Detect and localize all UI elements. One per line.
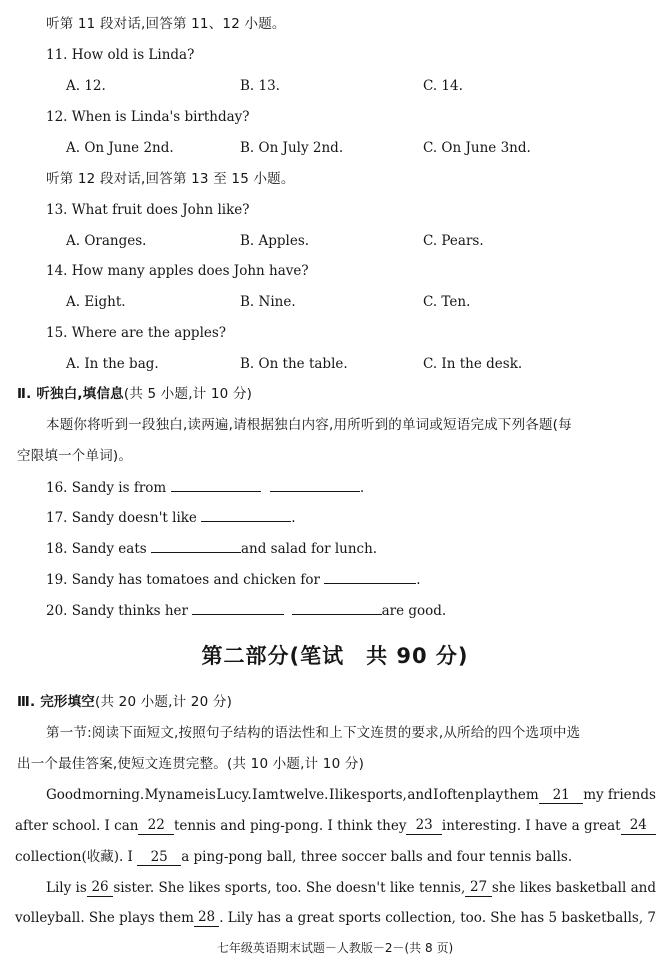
section-3-heading — [17, 693, 232, 711]
q11-option-a[interactable]: A. 12. — [66, 78, 106, 94]
q20-blank-1[interactable] — [192, 601, 284, 615]
question-15: 15. Where are the apples? — [46, 325, 227, 341]
q16-blank-1[interactable] — [171, 478, 261, 492]
passage-line-2 — [15, 817, 656, 835]
q16-period: . — [359, 480, 365, 496]
passage-word: I — [328, 787, 335, 803]
cloze-blank-26[interactable]: 26 — [87, 879, 114, 897]
cloze-blank-21[interactable]: 21 — [539, 787, 583, 804]
passage-line-1 — [46, 786, 656, 804]
passage-text: a ping-pong ball, three soccer balls and four tennis balls. — [181, 849, 573, 865]
passage-word: twelve. — [279, 787, 329, 803]
passage-text: interesting. I have a great — [441, 818, 621, 834]
q16-text: 16. Sandy is from — [46, 480, 167, 496]
q20-blank-2[interactable] — [292, 601, 382, 615]
q12-option-a[interactable]: A. On June 2nd. — [66, 140, 174, 156]
q15-option-a[interactable]: A. In the bag. — [66, 356, 159, 372]
section-3-title: Ⅲ. 完形填空 — [17, 694, 95, 710]
listening-intro-11: 听第 11 段对话,回答第 11、12 小题。 — [46, 16, 286, 32]
section-2-note: (共 5 小题,计 10 分) — [123, 386, 253, 402]
q15-option-c[interactable]: C. In the desk. — [423, 356, 523, 372]
cloze-blank-27[interactable]: 27 — [465, 879, 492, 897]
question-20 — [46, 601, 446, 620]
passage-word: I — [252, 787, 258, 803]
q11-option-c[interactable]: C. 14. — [423, 78, 463, 94]
passage-word: am — [257, 787, 279, 803]
passage-word: play — [474, 787, 504, 803]
q14-option-b[interactable]: B. Nine. — [240, 294, 296, 310]
q13-option-c[interactable]: C. Pears. — [423, 233, 484, 249]
passage-text: she likes basketball and — [491, 880, 656, 896]
section-3-instruction-1: 第一节:阅读下面短文,按照句子结构的语法性和上下文连贯的要求,从所给的四个选项中选 — [46, 725, 581, 741]
q20-text-end: are good. — [381, 603, 447, 619]
passage-text: volleyball. She plays them — [15, 910, 194, 926]
passage-line-3 — [15, 848, 572, 866]
q14-option-c[interactable]: C. Ten. — [423, 294, 471, 310]
q18-blank[interactable] — [151, 539, 241, 553]
question-19 — [46, 570, 421, 589]
cloze-blank-25[interactable]: 25 — [137, 849, 181, 866]
passage-word: them — [503, 787, 539, 803]
passage-word: Lucy. — [216, 787, 252, 803]
passage-word: often — [438, 787, 475, 803]
q12-option-b[interactable]: B. On July 2nd. — [240, 140, 344, 156]
passage-line-4 — [46, 879, 656, 897]
passage-word: and — [407, 787, 433, 803]
passage-word: Good — [46, 787, 82, 803]
passage-text: . Lily has a great sports collection, too. She has 5 basketballs, 7 — [219, 910, 656, 926]
q14-option-a[interactable]: A. Eight. — [66, 294, 126, 310]
q19-text: 19. Sandy has tomatoes and chicken for — [46, 572, 320, 588]
section-2-heading — [17, 385, 252, 403]
section-3-note: (共 20 小题,计 20 分) — [95, 694, 233, 710]
cloze-blank-23[interactable]: 23 — [406, 817, 441, 835]
passage-text: after school. I can — [15, 818, 139, 834]
question-13: 13. What fruit does John like? — [46, 202, 250, 218]
q17-text: 17. Sandy doesn't like — [46, 510, 197, 526]
q12-option-c[interactable]: C. On June 3nd. — [423, 140, 531, 156]
q13-option-a[interactable]: A. Oranges. — [66, 233, 147, 249]
question-17 — [46, 508, 296, 527]
q11-option-b[interactable]: B. 13. — [240, 78, 280, 94]
q18-text-end: and salad for lunch. — [241, 541, 378, 557]
q13-option-b[interactable]: B. Apples. — [240, 233, 310, 249]
section-3-instruction-2: 出一个最佳答案,使短文连贯完整。(共 10 小题,计 10 分) — [17, 756, 365, 772]
passage-text: Lily is — [46, 880, 87, 896]
passage-word: morning. — [82, 787, 145, 803]
passage-word: My — [144, 787, 167, 803]
cloze-blank-28[interactable]: 28 — [194, 909, 219, 927]
passage-word: like — [334, 787, 360, 803]
passage-text: my friends — [583, 787, 656, 803]
question-14: 14. How many apples does John have? — [46, 263, 309, 279]
q15-option-b[interactable]: B. On the table. — [240, 356, 348, 372]
q20-text: 20. Sandy thinks her — [46, 603, 188, 619]
question-12: 12. When is Linda's birthday? — [46, 109, 250, 125]
passage-text: sister. She likes sports, too. She doesn't like tennis, — [113, 880, 466, 896]
passage-word: sports, — [360, 787, 407, 803]
q18-text: 18. Sandy eats — [46, 541, 147, 557]
passage-word: I — [433, 787, 439, 803]
passage-word: is — [204, 787, 216, 803]
passage-text: tennis and ping-pong. I think they — [173, 818, 407, 834]
q19-blank[interactable] — [324, 570, 416, 584]
listening-intro-12: 听第 12 段对话,回答第 13 至 15 小题。 — [46, 171, 295, 187]
q19-period: . — [416, 572, 421, 588]
passage-text: collection(收藏). I — [15, 849, 133, 865]
cloze-blank-22[interactable]: 22 — [138, 817, 173, 835]
question-18 — [46, 539, 377, 558]
cloze-blank-24[interactable]: 24 — [621, 817, 656, 835]
section-2-title: Ⅱ. 听独白,填信息 — [17, 386, 124, 402]
part-2-title: 第二部分(笔试 共 90 分) — [201, 644, 469, 668]
q17-blank[interactable] — [201, 508, 291, 522]
passage-word: name — [166, 787, 205, 803]
page-footer: 七年级英语期末试题－人教版－2－(共 8 页) — [216, 941, 454, 955]
question-16 — [46, 478, 364, 497]
q17-period: . — [291, 510, 296, 526]
section-2-instruction-2: 空限填一个单词)。 — [17, 448, 133, 464]
q16-blank-2[interactable] — [270, 478, 360, 492]
section-2-instruction-1: 本题你将听到一段独白,读两遍,请根据独白内容,用所听到的单词或短语完成下列各题(每 — [46, 417, 572, 433]
passage-line-5 — [15, 909, 656, 927]
question-11: 11. How old is Linda? — [46, 47, 195, 63]
